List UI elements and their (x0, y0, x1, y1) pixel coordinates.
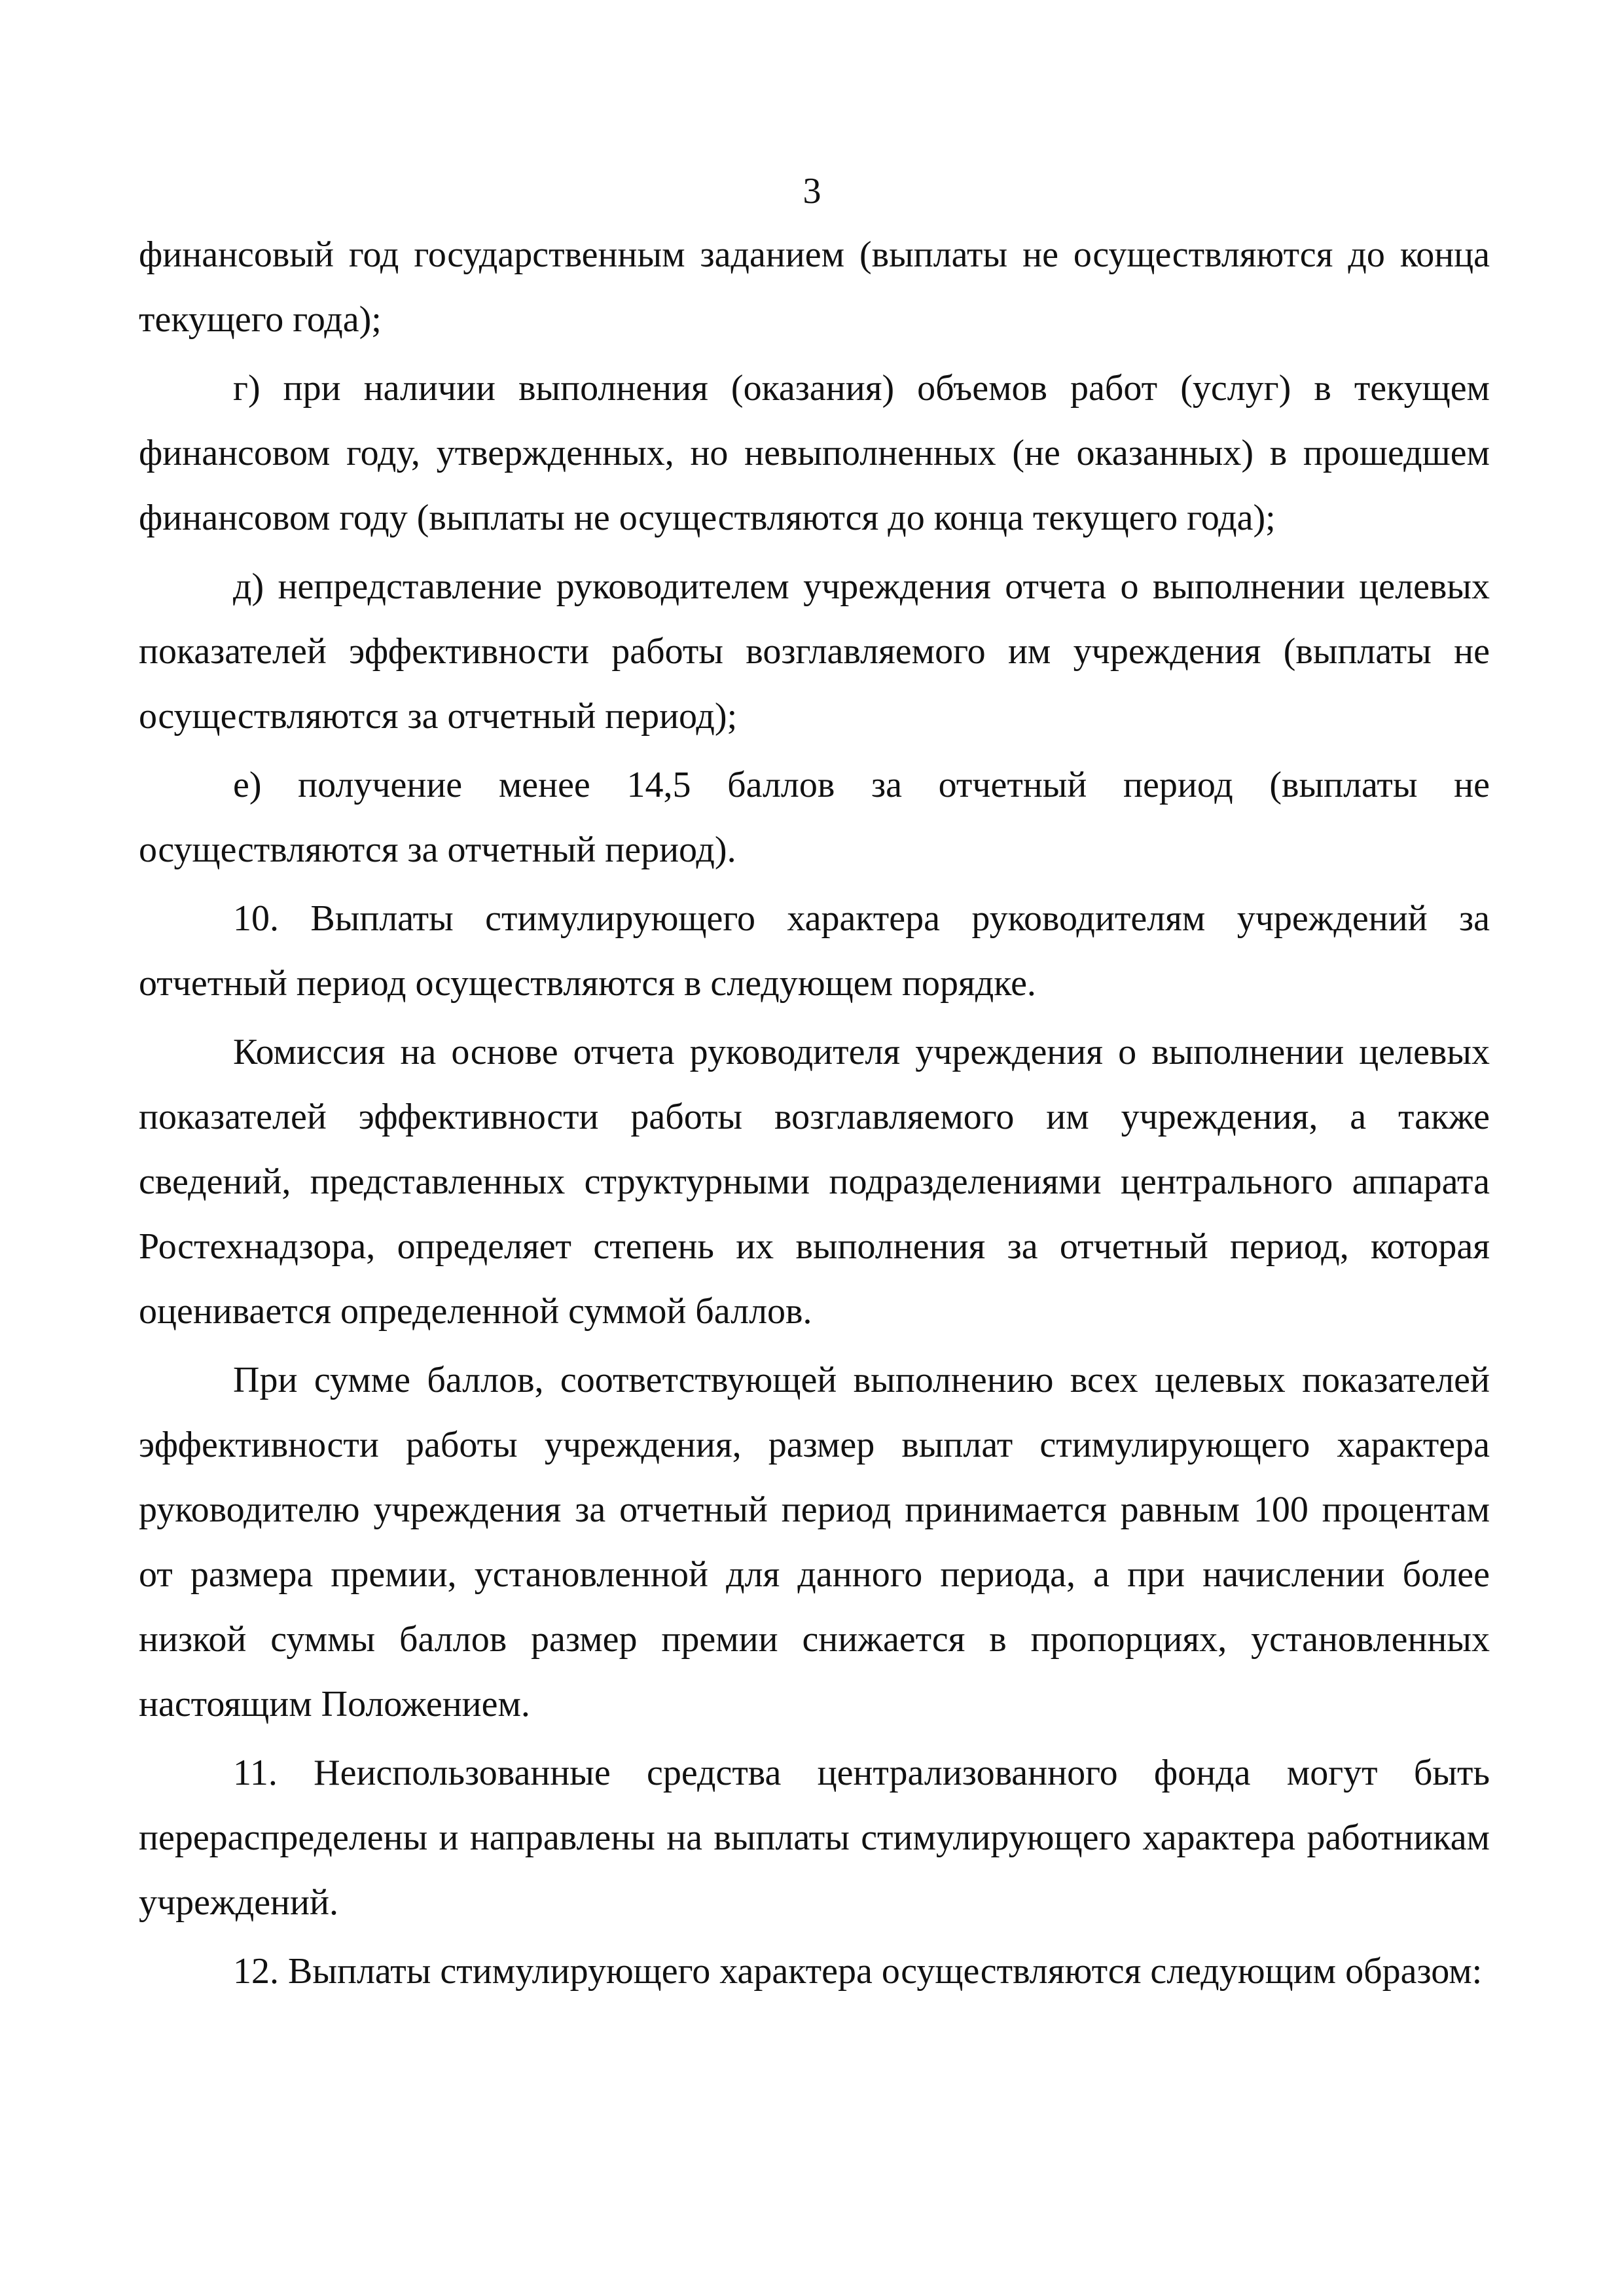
paragraph-clause-12: 12. Выплаты стимулирующего характера осуществляются следующим образом: (233, 1951, 1483, 1992)
page-number: 3 (803, 171, 821, 211)
paragraph-item-d: д) непредставление руководителем учреждения отчета о выполнении целевых показателей эффективности работы возглавляемого им учреждения (выплаты не осуществляются за отчетный период); (139, 566, 1490, 737)
paragraph-score-sum: При сумме баллов, соответствующей выполнению всех целевых показателей эффективности работы учреждения, размер выплат стимулирующего характера руководителю учреждения за отчетный период принимается равным 100 процентам от размера премии, установленной для данного периода, а при начислении более низкой суммы баллов размер премии снижается в пропорциях, установленных настоящим Положением. (139, 1360, 1490, 1724)
paragraph-continuation: финансовый год государственным заданием (выплаты не осуществляются до конца текущего года); (139, 234, 1490, 340)
paragraph-item-g: г) при наличии выполнения (оказания) объемов работ (услуг) в текущем финансовом году, утвержденных, но невыполненных (не оказанных) в прошедшем финансовом году (выплаты не осуществляются до конца текущего года); (139, 368, 1490, 538)
document-body (139, 223, 1490, 2004)
paragraph-clause-10: 10. Выплаты стимулирующего характера руководителям учреждений за отчетный период осуществляются в следующем порядке. (139, 898, 1490, 1004)
paragraph-item-e: е) получение менее 14,5 баллов за отчетный период (выплаты не осуществляются за отчетный период). (139, 765, 1490, 870)
paragraph-commission: Комиссия на основе отчета руководителя учреждения о выполнении целевых показателей эффективности работы возглавляемого им учреждения, а также сведений, представленных структурными подразделениями центрального аппарата Ростехнадзора, определяет степень их выполнения за отчетный период, которая оценивается определенной суммой баллов. (139, 1032, 1490, 1332)
paragraph-clause-11: 11. Неиспользованные средства централизованного фонда могут быть перераспределены и направлены на выплаты стимулирующего характера работникам учреждений. (139, 1753, 1490, 1923)
